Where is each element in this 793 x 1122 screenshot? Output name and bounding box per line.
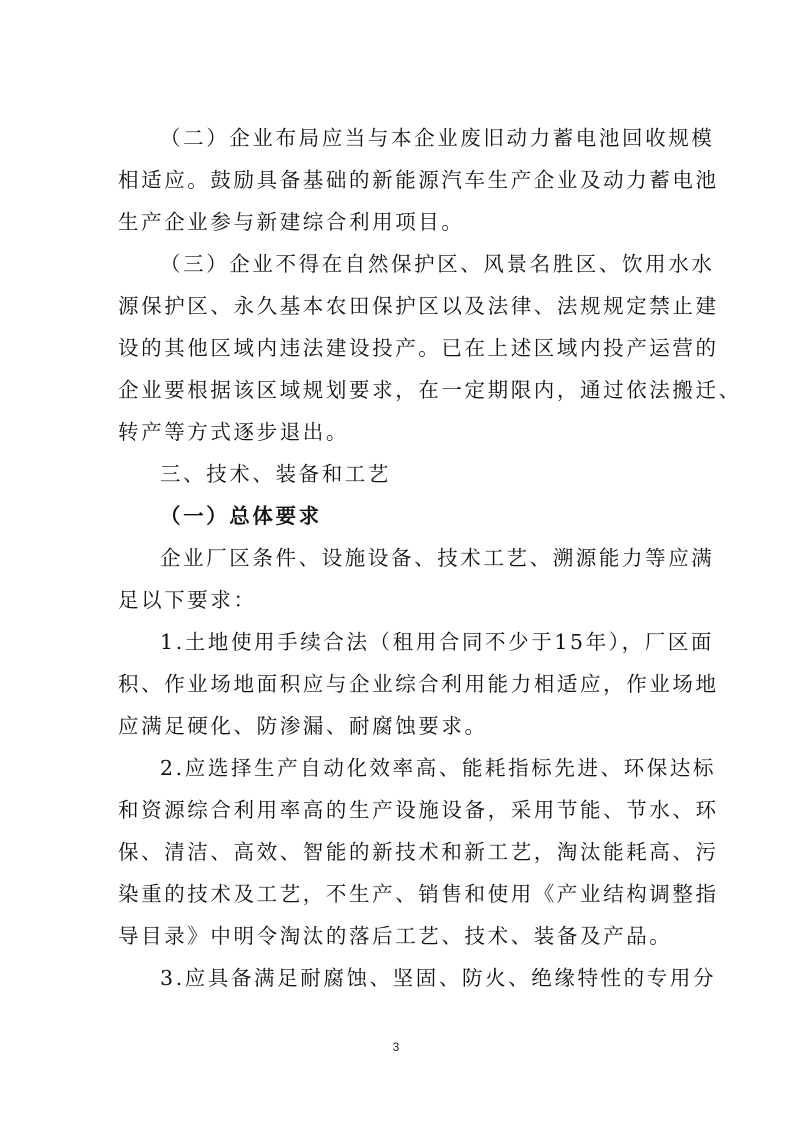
item-2-line-5: 导目录》中明令淘汰的落后工艺、技术、装备及产品。: [118, 924, 673, 948]
item-1-line-1: 1.土地使用手续合法（租用合同不少于15年），厂区面: [160, 630, 714, 654]
paragraph-3-line-4: 企业要根据该区域规划要求，在一定期限内，通过依法搬迁、: [118, 378, 742, 402]
item-2-line-1: 2.应选择生产自动化效率高、能耗指标先进、环保达标: [160, 756, 717, 780]
item-2-line-3: 保、清洁、高效、智能的新技术和新工艺，淘汰能耗高、污: [118, 840, 719, 864]
paragraph-2-line-1: （二）企业布局应当与本企业废旧动力蓄电池回收规模: [160, 126, 715, 150]
paragraph-3-line-2: 源保护区、永久基本农田保护区以及法律、法规规定禁止建: [118, 294, 719, 318]
item-1-line-3: 应满足硬化、防渗漏、耐腐蚀要求。: [118, 714, 488, 738]
page-number: 3: [392, 1040, 400, 1054]
paragraph-3-line-3: 设的其他区域内违法建设投产。已在上述区域内投产运营的: [118, 336, 719, 360]
item-3-line-1: 3.应具备满足耐腐蚀、坚固、防火、绝缘特性的专用分: [160, 966, 717, 990]
paragraph-2-line-3: 生产企业参与新建综合利用项目。: [118, 210, 465, 234]
item-2-line-4: 染重的技术及工艺，不生产、销售和使用《产业结构调整指: [118, 882, 719, 906]
item-1-line-2: 积、作业场地面积应与企业综合利用能力相适应，作业场地: [118, 672, 719, 696]
paragraph-3-line-5: 转产等方式逐步退出。: [118, 420, 349, 444]
paragraph-3-line-1: （三）企业不得在自然保护区、风景名胜区、饮用水水: [160, 252, 715, 276]
intro-paragraph-line-2: 足以下要求：: [118, 588, 257, 612]
paragraph-2-line-2: 相适应。鼓励具备基础的新能源汽车生产企业及动力蓄电池: [118, 168, 719, 192]
intro-paragraph-line-1: 企业厂区条件、设施设备、技术工艺、溯源能力等应满: [160, 546, 715, 570]
subsection-heading: （一）总体要求: [160, 504, 322, 528]
item-2-line-2: 和资源综合利用率高的生产设施设备，采用节能、节水、环: [118, 798, 719, 822]
section-heading: 三、技术、装备和工艺: [160, 462, 391, 486]
